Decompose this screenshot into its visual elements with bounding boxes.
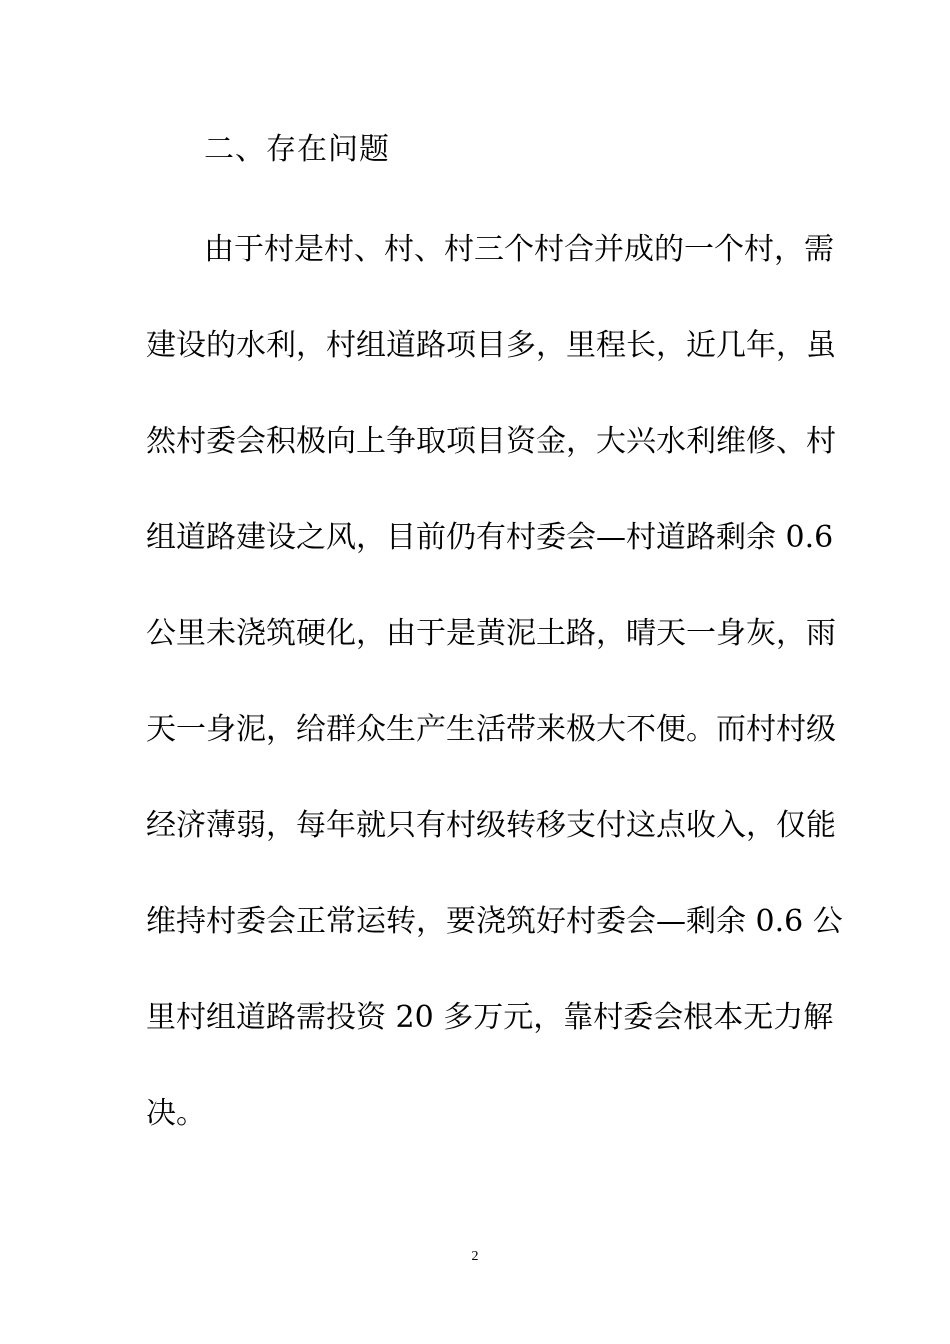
paragraph-line-2: 建设的水利，村组道路项目多，里程长，近几年，虽 bbox=[146, 328, 836, 363]
paragraph-line-7: 经济薄弱，每年就只有村级转移支付这点收入，仅能 bbox=[146, 808, 836, 843]
paragraph-line-3: 然村委会积极向上争取项目资金，大兴水利维修、村 bbox=[146, 424, 836, 459]
paragraph-line-6: 天一身泥，给群众生产生活带来极大不便。而村村级 bbox=[146, 712, 836, 747]
paragraph-line-4: 组道路建设之风，目前仍有村委会—村道路剩余 0.6 bbox=[146, 520, 834, 555]
paragraph-line-1: 由于村是村、村、村三个村合并成的一个村，需 bbox=[204, 232, 834, 267]
section-heading: 二、存在问题 bbox=[204, 132, 390, 167]
paragraph-line-8: 维持村委会正常运转，要浇筑好村委会—剩余 0.6 公 bbox=[146, 904, 843, 939]
page-number: 2 bbox=[471, 1249, 479, 1264]
paragraph-line-9: 里村组道路需投资 20 多万元，靠村委会根本无力解 bbox=[146, 1000, 834, 1035]
paragraph-line-10: 决。 bbox=[146, 1096, 206, 1131]
paragraph-line-5: 公里未浇筑硬化，由于是黄泥土路，晴天一身灰，雨 bbox=[146, 616, 836, 651]
